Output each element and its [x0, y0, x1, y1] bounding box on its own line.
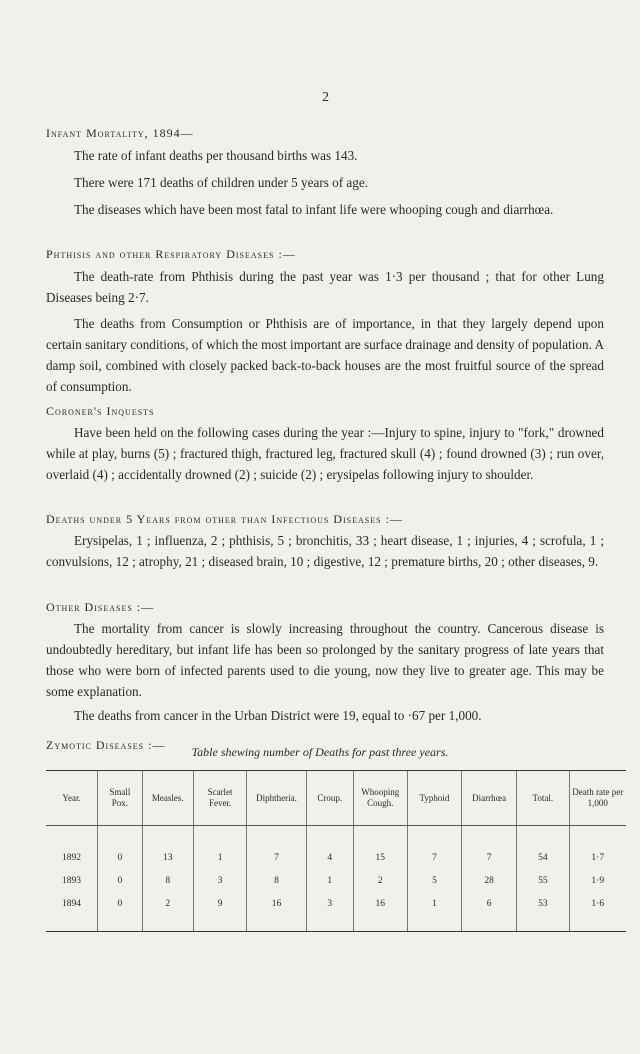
col-croup: Croup.: [306, 771, 353, 826]
cell-diarrhoea: 7: [462, 826, 517, 870]
paragraph-phthisis-rate: The death-rate from Phthisis during the past year was 1·3 per thousand ; that for other Lung Diseases being 2·7.: [46, 269, 604, 305]
cell-diphtheria: 7: [247, 826, 307, 870]
cell-diphtheria: 8: [247, 869, 307, 892]
heading-phthisis: Phthisis and other Respiratory Diseases :—: [46, 247, 296, 261]
cell-death-rate: 1·6: [569, 892, 626, 932]
table-caption: Table shewing number of Deaths for past three years.: [191, 745, 449, 759]
cell-scarlet-fever: 3: [193, 869, 246, 892]
col-typhoid: Typhoid: [407, 771, 461, 826]
cell-scarlet-fever: 9: [193, 892, 246, 932]
cell-typhoid: 1: [407, 892, 461, 932]
col-total: Total.: [517, 771, 569, 826]
cell-diarrhoea: 6: [462, 892, 517, 932]
col-year: Year.: [46, 771, 98, 826]
col-scarlet-fever: Scarlet Fever.: [193, 771, 246, 826]
cell-scarlet-fever: 1: [193, 826, 246, 870]
cell-total: 54: [517, 826, 569, 870]
cell-typhoid: 5: [407, 869, 461, 892]
cell-total: 55: [517, 869, 569, 892]
paragraph-infant-deaths: There were 171 deaths of children under 5 years of age.: [74, 175, 369, 190]
cell-whooping-cough: 16: [353, 892, 407, 932]
col-death-rate: Death rate per 1,000: [569, 771, 626, 826]
paragraph-cancer-mortality: The mortality from cancer is slowly increasing throughout the country. Cancerous disease is undoubtedly hereditary, but infant life has been so prolonged by the sanitary progress of late years that those who were born of infected parents used to die young, now they live to greater age. This may be some explanation.: [46, 621, 604, 699]
col-whooping-cough: Whooping Cough.: [353, 771, 407, 826]
col-small-pox: Small Pox.: [98, 771, 142, 826]
cell-whooping-cough: 15: [353, 826, 407, 870]
cell-whooping-cough: 2: [353, 869, 407, 892]
cell-total: 53: [517, 892, 569, 932]
cell-year: 1894: [46, 892, 98, 932]
deaths-table: [46, 770, 626, 932]
col-diarrhoea: Diarrhœa: [462, 771, 517, 826]
cell-diphtheria: 16: [247, 892, 307, 932]
heading-zymotic-diseases: Zymotic Diseases :—: [46, 738, 166, 752]
table-header-row: [46, 771, 626, 826]
cell-year: 1892: [62, 852, 82, 863]
paragraph-phthisis-conditions: The deaths from Consumption or Phthisis are of importance, in that they largely depend upon certain sanitary conditions, of which the most important are surface drainage and density of population. A damp soil, combined with closely packed back-to-back houses are the most fruitful source of the spread of consumption.: [46, 316, 604, 394]
cell-croup: 1: [306, 869, 353, 892]
col-measles: Measles.: [142, 771, 193, 826]
paragraph-cancer-deaths: The deaths from cancer in the Urban District were 19, equal to ·67 per 1,000.: [74, 708, 482, 723]
cell-small-pox: 0: [98, 826, 142, 870]
cell-small-pox: 0: [98, 869, 142, 892]
cell-croup: 3: [306, 892, 353, 932]
cell-death-rate: 1·7: [569, 826, 626, 870]
heading-deaths-under-five: Deaths under 5 Years from other than Infectious Diseases :—: [46, 512, 403, 526]
col-diphtheria: Diphtheria.: [247, 771, 307, 826]
page-number: 2: [322, 90, 329, 105]
table-row: [46, 892, 626, 932]
table-row: [46, 826, 626, 870]
paragraph-inquests: Have been held on the following cases during the year :—Injury to spine, injury to "fork," drowned while at play, burns (5) ; fractured thigh, fractured leg, fractured skull (4) ; found drowned (3) ; run over, overlaid (4) ; accidentally drowned (2) ; suicide (2) ; erysipelas following injury to shoulder.: [46, 425, 604, 482]
cell-measles: 13: [142, 826, 193, 870]
cell-measles: 8: [142, 869, 193, 892]
cell-year: 1893: [62, 875, 82, 886]
cell-croup: 4: [306, 826, 353, 870]
paragraph-deaths-under-five: Erysipelas, 1 ; influenza, 2 ; phthisis, 5 ; bronchitis, 33 ; heart disease, 1 ; injuries, 4 ; scrofula, 1 ; convulsions, 12 ; atrophy, 21 ; diseased brain, 10 ; digestive, 12 ; premature births, 20 ; other diseases, 9.: [46, 533, 604, 569]
paragraph-infant-diseases: The diseases which have been most fatal to infant life were whooping cough and diarrhœa.: [74, 202, 554, 217]
cell-typhoid: 7: [407, 826, 461, 870]
paragraph-infant-rate: The rate of infant deaths per thousand births was 143.: [74, 148, 358, 163]
heading-coroners-inquests: Coroner's Inquests: [46, 404, 155, 418]
table-row: [46, 869, 626, 892]
cell-diarrhoea: 28: [462, 869, 517, 892]
heading-other-diseases: Other Diseases :—: [46, 600, 155, 614]
cell-small-pox: 0: [98, 892, 142, 932]
cell-death-rate: 1·9: [569, 869, 626, 892]
heading-infant-mortality: Infant Mortality, 1894—: [46, 126, 194, 140]
cell-measles: 2: [142, 892, 193, 932]
